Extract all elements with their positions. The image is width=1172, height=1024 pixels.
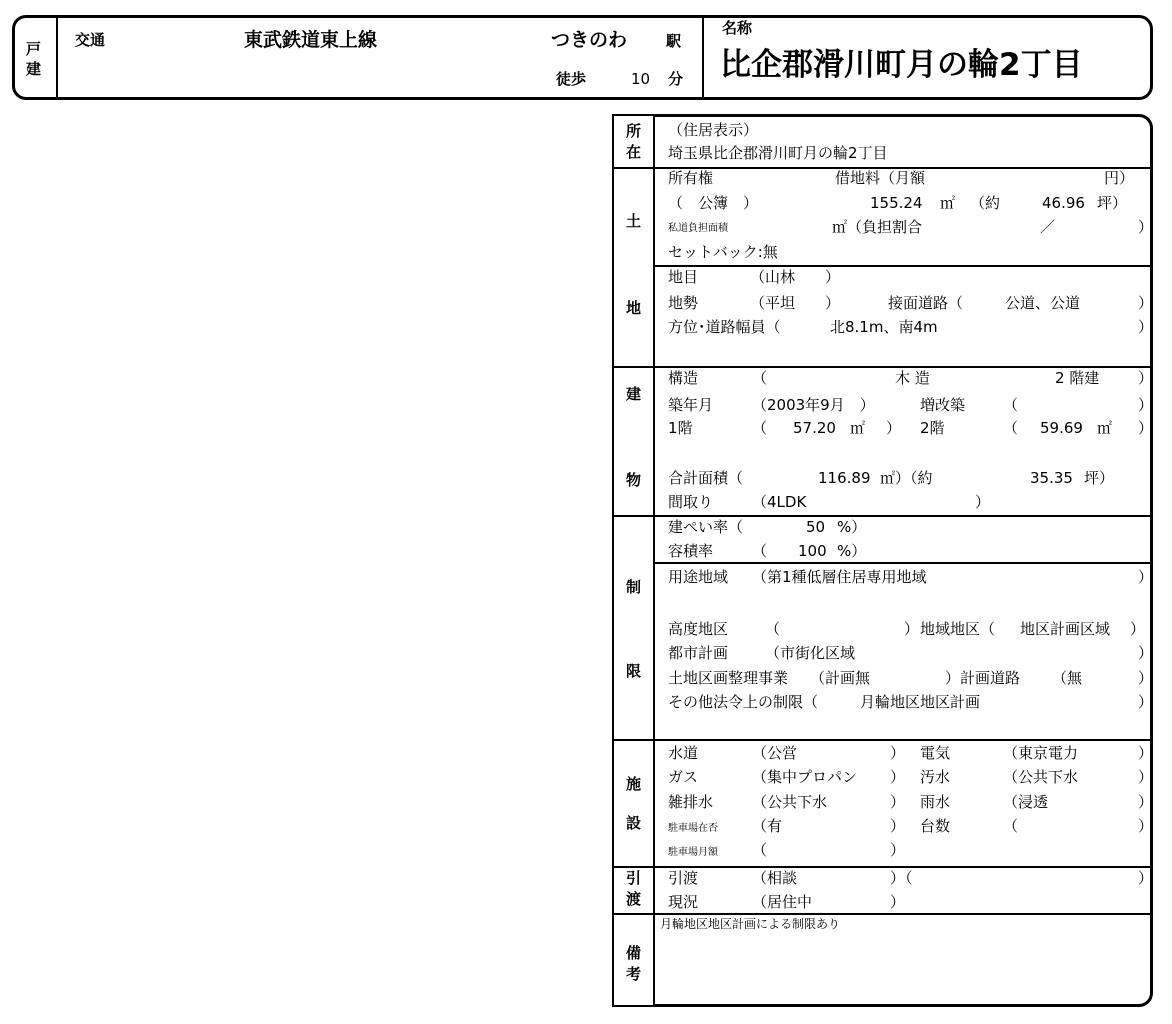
height-value: （ xyxy=(765,620,781,638)
section-location-1: 所 xyxy=(626,122,642,140)
district-value: 地区計画区域 xyxy=(1020,620,1111,638)
setback: セットバック:無 xyxy=(668,243,778,261)
handover-label: 引渡 xyxy=(668,869,699,887)
road-close: ） xyxy=(1138,294,1154,312)
remarks-text: 月輪地区地区計画による制限あり xyxy=(660,917,841,931)
address-value: 埼玉県比企郡滑川町月の輪2丁目 xyxy=(668,144,888,162)
road-label: 接面道路（ xyxy=(888,294,964,312)
electric-close: ） xyxy=(1138,744,1154,762)
sewage-label: 汚水 xyxy=(920,768,951,786)
total-tsubo-unit: 坪） xyxy=(1084,469,1115,487)
section-handover-2: 渡 xyxy=(626,890,642,908)
divider-handover-remarks xyxy=(612,913,1153,915)
section-land-1: 土 xyxy=(626,212,642,230)
other-restriction-label: その他法令上の制限（ xyxy=(668,693,819,711)
top-label-border xyxy=(612,114,656,116)
built-value: （2003年9月 ） xyxy=(752,396,875,414)
divider-restriction-facility xyxy=(612,739,1153,741)
parking-fee-close: ） xyxy=(890,841,906,859)
section-location-2: 在 xyxy=(626,143,642,161)
land-readjust-value: （計画無 xyxy=(810,669,871,687)
built-label: 築年月 xyxy=(668,396,714,414)
handover-value: （相談 xyxy=(752,869,798,887)
label-column-divider xyxy=(653,114,655,1007)
renovation-value: （ xyxy=(1003,396,1019,414)
section-building-1: 建 xyxy=(626,385,642,403)
private-road-unit: ㎡（負担割合 xyxy=(832,218,923,236)
structure-label: 構造 xyxy=(668,369,699,387)
land-ownership: 所有権 xyxy=(668,169,714,187)
gas-close: ） xyxy=(890,768,906,786)
floor2-unit: ㎡ xyxy=(1097,419,1113,437)
parking-fee-label: 駐車場月額 xyxy=(668,847,718,858)
private-road-ratio: ／ xyxy=(1040,218,1056,236)
property-type-2: 建 xyxy=(26,60,42,78)
land-tsubo-unit: 坪） xyxy=(1097,194,1128,212)
section-building-2: 物 xyxy=(626,471,642,489)
other-restriction-close: ） xyxy=(1138,693,1154,711)
land-rent-unit: 円） xyxy=(1104,169,1135,187)
parking-close: ） xyxy=(890,817,906,835)
divider-facility-handover xyxy=(612,866,1153,868)
floor-ratio-open: （ xyxy=(752,542,768,560)
renovation-close: ） xyxy=(1138,396,1154,414)
land-category-label: 地目 xyxy=(668,268,699,286)
total-area-tsubo: 35.35 xyxy=(1030,469,1073,487)
walk-unit: 分 xyxy=(668,70,684,88)
divider-land-building xyxy=(612,366,1153,368)
section-remarks-1: 備 xyxy=(626,944,642,962)
current-status-close: ） xyxy=(890,893,906,911)
height-close: ） xyxy=(904,620,920,638)
current-status-value: （居住中 xyxy=(752,893,813,911)
floor-ratio-value: 100 xyxy=(798,542,827,560)
parking-count-value: （ xyxy=(1003,817,1019,835)
planned-road-value: （無 xyxy=(1052,669,1083,687)
planned-road-label: ）計画道路 xyxy=(945,669,1021,687)
handover-extra: ）（ xyxy=(890,869,913,887)
parking-count-close: ） xyxy=(1138,817,1154,835)
left-border xyxy=(612,114,614,1007)
section-facility-2: 設 xyxy=(626,814,642,832)
layout-close: ） xyxy=(975,493,991,511)
floor-ratio-percent: %） xyxy=(837,542,867,560)
walk-label: 徒歩 xyxy=(556,70,587,88)
floor1-unit: ㎡ xyxy=(850,419,866,437)
land-sqm-unit: ㎡ xyxy=(940,194,956,212)
land-rent-label: 借地料（月額 xyxy=(835,169,926,187)
floor1-open: （ xyxy=(752,419,768,437)
direction-close: ） xyxy=(1138,318,1154,336)
land-category-value: （山林 ） xyxy=(750,268,841,286)
coverage-label: 建ぺい率（ xyxy=(668,518,744,536)
gas-value: （集中プロパン xyxy=(752,768,858,786)
header-divider-2 xyxy=(702,15,704,100)
land-approx-label: （約 xyxy=(970,194,1001,212)
water-value: （公営 xyxy=(752,744,798,762)
rain-label: 雨水 xyxy=(920,793,951,811)
land-area-tsubo: 46.96 xyxy=(1042,194,1085,212)
total-area-unit: ㎡）（約 xyxy=(880,469,933,487)
floor1-close: ） xyxy=(886,419,902,437)
height-label: 高度地区 xyxy=(668,620,729,638)
section-land-2: 地 xyxy=(626,299,642,317)
name-label: 名称 xyxy=(722,19,753,37)
direction-value: 北8.1m、南4m xyxy=(830,318,938,336)
land-readjust-label: 土地区画整理事業 xyxy=(668,669,789,687)
parking-fee-value: （ xyxy=(752,841,768,859)
floor1-value: 57.20 xyxy=(793,419,836,437)
floor2-value: 59.69 xyxy=(1040,419,1083,437)
current-status-label: 現況 xyxy=(668,893,699,911)
section-restriction-2: 限 xyxy=(626,662,642,680)
total-area-label: 合計面積（ xyxy=(668,469,744,487)
city-plan-label: 都市計画 xyxy=(668,644,729,662)
road-value: 公道、公道 xyxy=(1005,294,1081,312)
planned-road-close: ） xyxy=(1138,669,1154,687)
station-name: つきのわ xyxy=(551,29,628,51)
layout-value: （4LDK xyxy=(752,493,807,511)
terrain-label: 地勢 xyxy=(668,294,699,312)
transport-label: 交通 xyxy=(75,31,106,49)
coverage-value: 50 xyxy=(806,518,826,536)
zoning-value: （第1種低層住居専用地域 xyxy=(752,568,927,586)
station-suffix: 駅 xyxy=(666,32,682,50)
parking-count-label: 台数 xyxy=(920,817,951,835)
train-line: 東武鉄道東上線 xyxy=(244,29,378,51)
total-area-value: 116.89 xyxy=(818,469,871,487)
floor2-close: ） xyxy=(1138,419,1154,437)
walk-minutes: 10 xyxy=(631,70,651,88)
water-label: 水道 xyxy=(668,744,699,762)
sewage-value: （公共下水 xyxy=(1003,768,1079,786)
zoning-label: 用途地域 xyxy=(668,568,729,586)
private-road-close: ） xyxy=(1138,218,1154,236)
city-plan-value: （市街化区域 xyxy=(765,644,856,662)
district-label: 地域地区（ xyxy=(920,620,996,638)
rain-close: ） xyxy=(1138,793,1154,811)
sewage-close: ） xyxy=(1138,768,1154,786)
zoning-close: ） xyxy=(1138,568,1154,586)
drain-value: （公共下水 xyxy=(752,793,828,811)
divider-building-restriction xyxy=(612,515,1153,517)
land-area-sqm: 155.24 xyxy=(870,194,923,212)
electric-label: 電気 xyxy=(920,744,951,762)
drain-label: 雑排水 xyxy=(668,793,714,811)
divider-restriction-sub xyxy=(653,562,1153,564)
direction-label: 方位･道路幅員（ xyxy=(668,318,781,336)
parking-label: 駐車場在否 xyxy=(668,823,718,834)
district-close: ） xyxy=(1130,620,1146,638)
other-restriction-value: 月輪地区地区計画 xyxy=(860,693,981,711)
section-handover-1: 引 xyxy=(626,869,642,887)
layout-label: 間取り xyxy=(668,493,714,511)
renovation-label: 増改築 xyxy=(920,396,966,414)
floor1-label: 1階 xyxy=(668,419,693,437)
gas-label: ガス xyxy=(668,768,699,786)
header-divider-1 xyxy=(56,15,58,100)
city-plan-close: ） xyxy=(1138,644,1154,662)
divider-land-sub xyxy=(653,265,1153,267)
rain-value: （浸透 xyxy=(1003,793,1049,811)
property-name: 比企郡滑川町月の輪2丁目 xyxy=(720,47,1083,83)
drain-close: ） xyxy=(890,793,906,811)
section-remarks-2: 考 xyxy=(626,965,642,983)
floor2-label: 2階 xyxy=(920,419,945,437)
structure-value: 木 造 xyxy=(895,369,930,387)
water-close: ） xyxy=(890,744,906,762)
section-restriction-1: 制 xyxy=(626,578,642,596)
electric-value: （東京電力 xyxy=(1003,744,1079,762)
coverage-percent: %） xyxy=(837,518,867,536)
structure-open: （ xyxy=(752,369,768,387)
property-type-1: 戸 xyxy=(26,40,42,58)
address-label: （住居表示） xyxy=(668,121,759,139)
parking-value: （有 xyxy=(752,817,783,835)
section-facility-1: 施 xyxy=(626,775,642,793)
bottom-label-border xyxy=(612,1005,656,1007)
terrain-value: （平坦 ） xyxy=(750,294,841,312)
private-road-label: 私道負担面積 xyxy=(668,223,728,234)
land-registry-label: （ 公簿 ） xyxy=(668,194,759,212)
handover-close: ） xyxy=(1138,869,1154,887)
floor2-open: （ xyxy=(1003,419,1019,437)
structure-close: ） xyxy=(1138,369,1154,387)
floor-ratio-label: 容積率 xyxy=(668,542,714,560)
floors-value: 2 階建 xyxy=(1055,369,1100,387)
